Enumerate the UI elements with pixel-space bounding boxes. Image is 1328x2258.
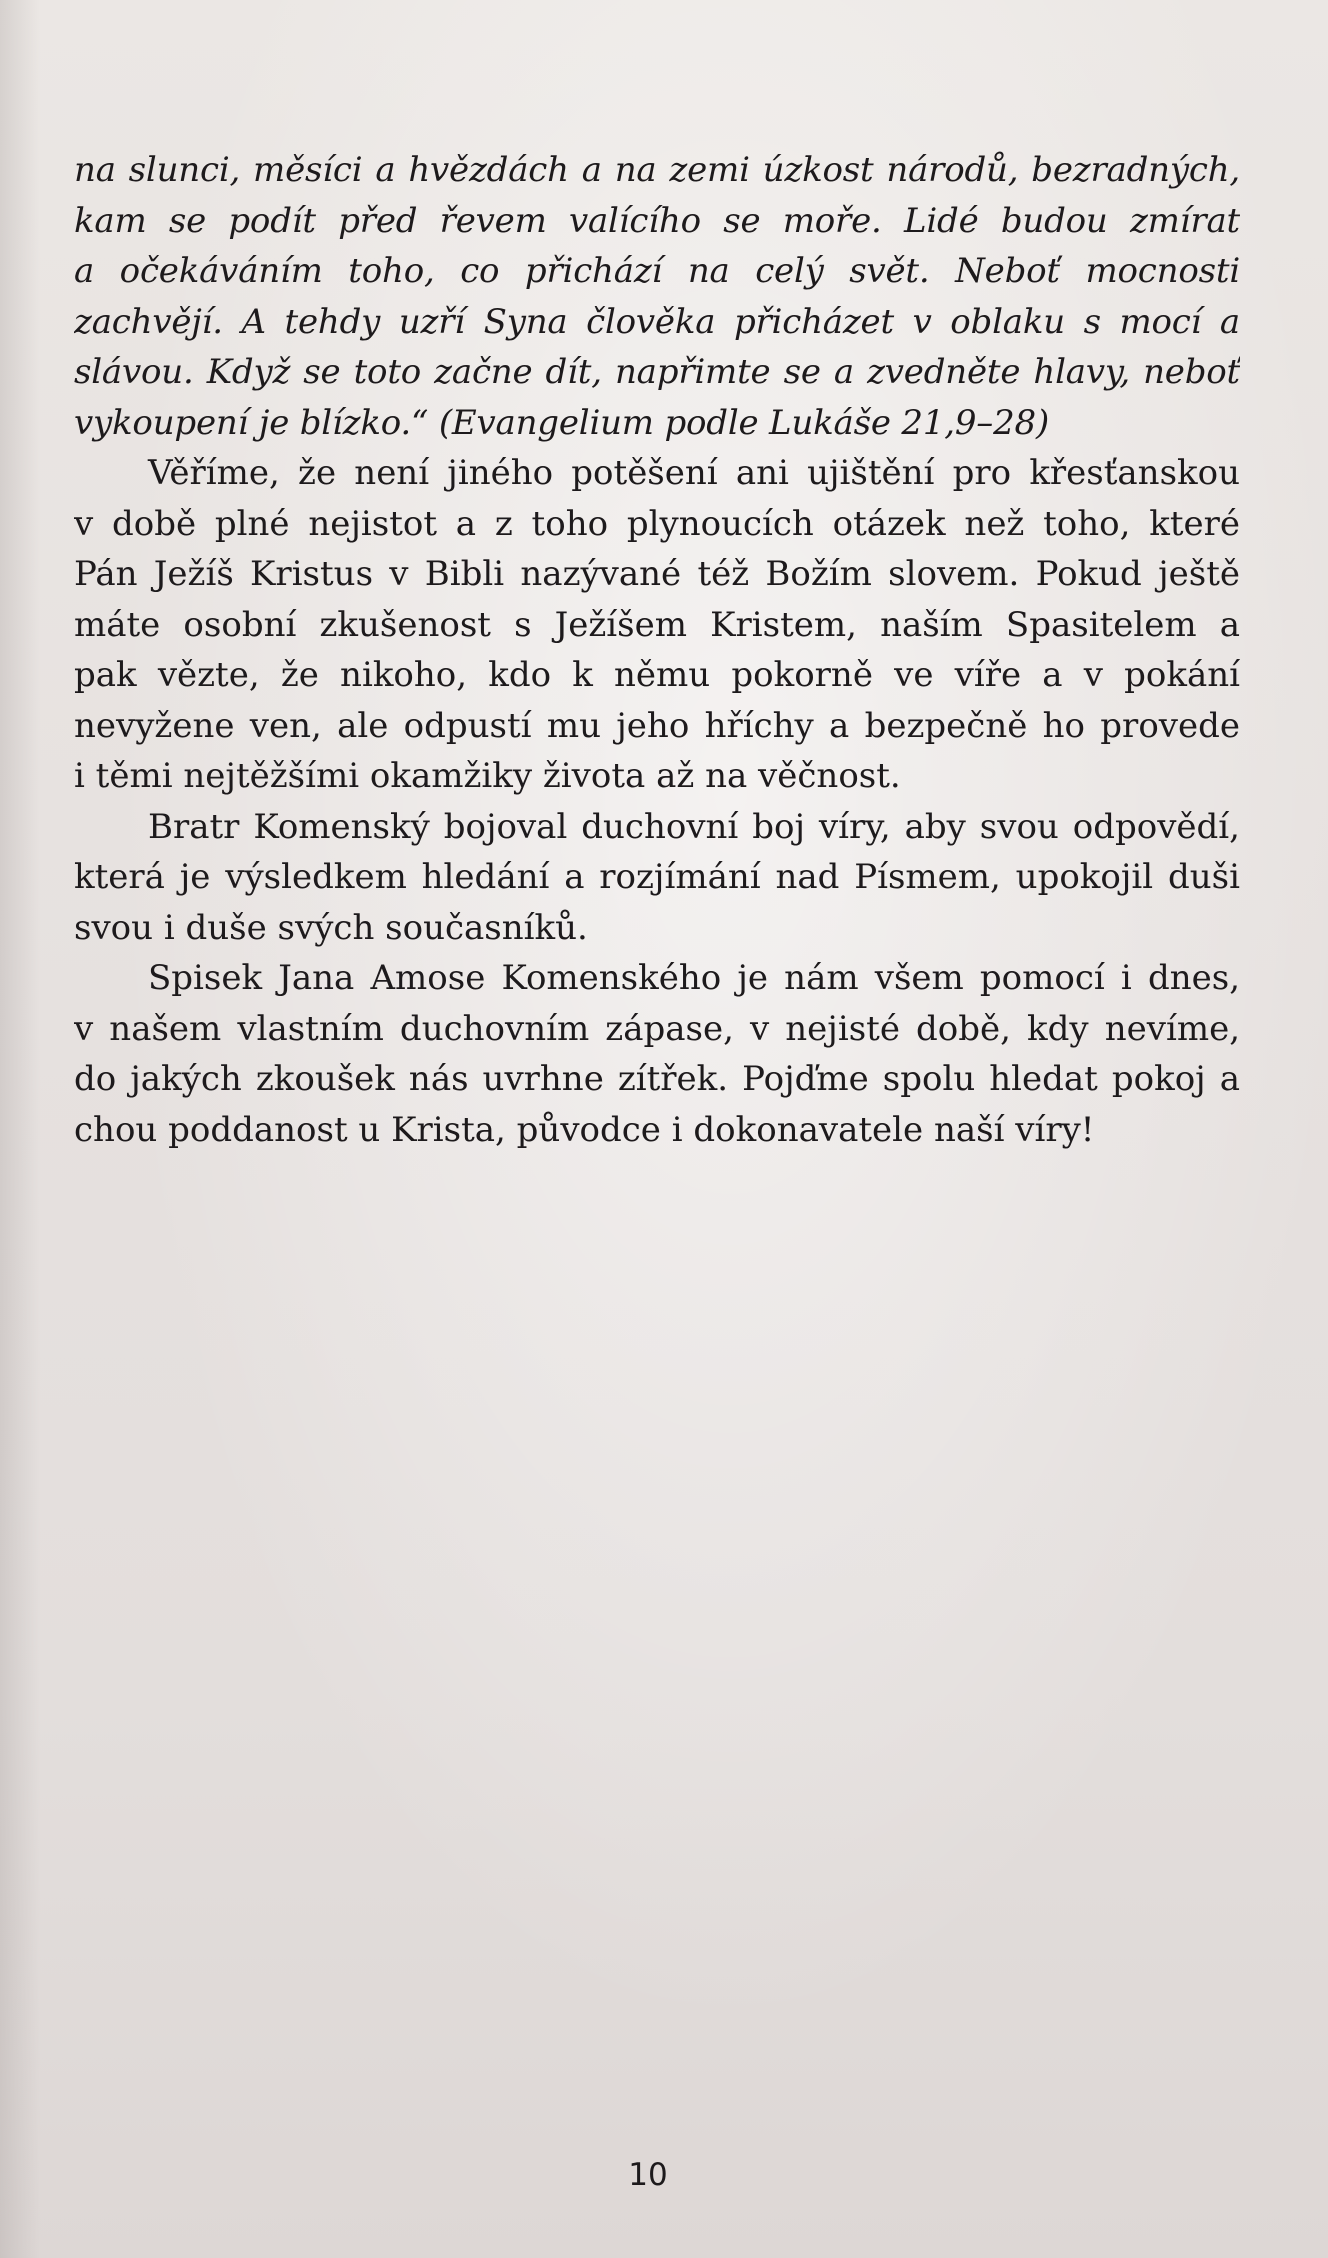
quote-line: slávou. Když se toto začne dít, napřimte se a zvedněte hlavy, neboť <box>74 352 1240 392</box>
paragraph-line: která je výsledkem hledání a rozjímání nad Písmem, upokojil duši <box>74 857 1240 897</box>
paragraph-line: Bratr Komenský bojoval duchovní boj víry, aby svou odpovědí, <box>148 806 1240 847</box>
quote-line: kam se podít před řevem valícího se moře. Lidé budou zmírat <box>74 200 1240 241</box>
paragraph-line: Spisek Jana Amose Komenského je nám všem pomocí i dnes, <box>148 958 1240 998</box>
paragraph-2 <box>74 802 1240 954</box>
paragraph-line: svou i duše svých současníků. <box>74 907 588 948</box>
paragraph-line: pak vězte, že nikoho, kdo k němu pokorně ve víře a v pokání <box>74 655 1240 695</box>
scripture-quote <box>74 145 1240 448</box>
body-text <box>74 145 1240 1155</box>
paragraph-line: Pán Ježíš Kristus v Bibli nazývané též Božím slovem. Pokud ještě <box>74 554 1240 594</box>
paragraph-3 <box>74 953 1240 1155</box>
paragraph-1 <box>74 448 1240 802</box>
quote-line: na slunci, měsíci a hvězdách a na zemi úzkost národů, bezradných, <box>74 150 1240 190</box>
paragraph-line: nevyžene ven, ale odpustí mu jeho hříchy a bezpečně ho provede <box>74 705 1240 746</box>
paragraph-line: v našem vlastním duchovním zápase, v nejisté době, kdy nevíme, <box>74 1008 1240 1049</box>
paragraph-line: Věříme, že není jiného potěšení ani ujištění pro křesťanskou <box>148 453 1240 493</box>
quote-line: vykoupení je blízko.“ (Evangelium podle Lukáše 21,9–28) <box>74 402 1050 443</box>
paragraph-line: máte osobní zkušenost s Ježíšem Kristem, naším Spasitelem a <box>74 604 1240 645</box>
paragraph-line: i těmi nejtěžšími okamžiky života až na věčnost. <box>74 756 901 796</box>
paragraph-line: chou poddanost u Krista, původce i dokonavatele naší víry! <box>74 1109 1095 1150</box>
paragraph-line: do jakých zkoušek nás uvrhne zítřek. Pojďme spolu hledat pokoj a <box>74 1059 1240 1099</box>
quote-line: a očekáváním toho, co přichází na celý svět. Neboť mocnosti <box>74 251 1240 291</box>
quote-line: zachvějí. A tehdy uzří Syna člověka přicházet v oblaku s mocí a <box>74 301 1240 342</box>
page-number: 10 <box>628 2157 668 2193</box>
paragraph-line: v době plné nejistot a z toho plynoucích otázek než toho, které <box>74 503 1240 544</box>
